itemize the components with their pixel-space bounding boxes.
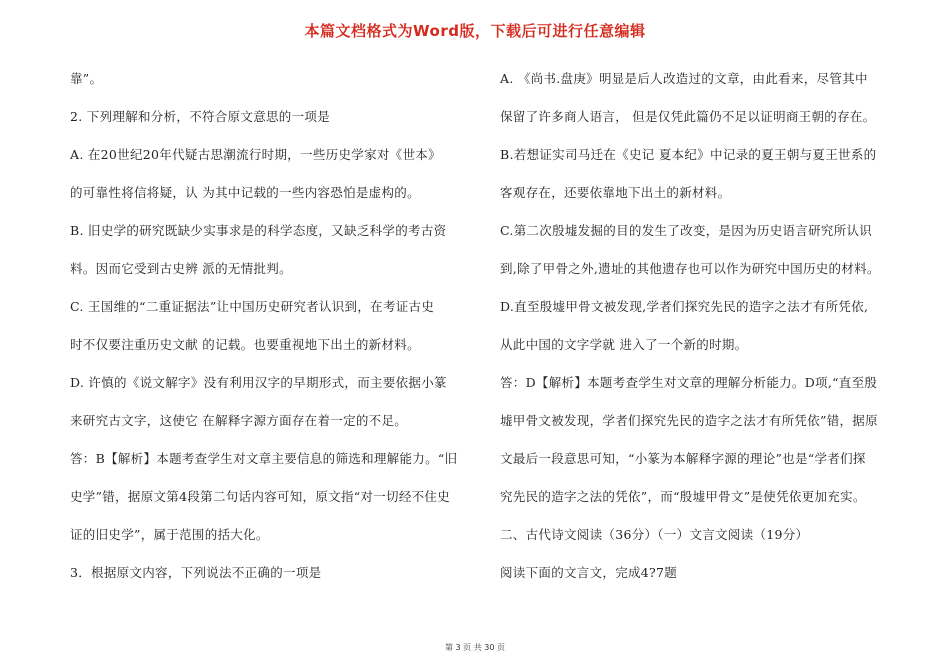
left-column-line: 史学”错，据原文第4段第二句话内容可知，原文指“对一切经不住史 — [70, 489, 451, 504]
left-column-line: 3．根据原文内容，下列说法不正确的一项是 — [70, 565, 322, 580]
right-column-line: 究先民的造字之法的凭依”，而“殷墟甲骨文”是使凭依更加充实。 — [500, 489, 866, 504]
right-column-line: 客观存在，还要依靠地下出土的新材料。 — [500, 185, 731, 200]
left-column-line: 2. 下列理解和分析，不符合原文意思的一项是 — [70, 109, 331, 124]
right-column-line: 从此中国的文字学就 进入了一个新的时期。 — [500, 337, 748, 352]
left-column-line: A. 在20世纪20年代疑古思潮流行时期，一些历史学家对《世本》 — [70, 147, 441, 162]
header-banner: 本篇文档格式为Word版，下载后可进行任意编辑 — [304, 22, 646, 40]
right-column-line: 墟甲骨文被发现，学者们探究先民的造字之法才有所凭依”错，据原 — [500, 413, 878, 428]
left-column-line: 的可靠性将信将疑，认 为其中记载的一些内容恐怕是虚构的。 — [70, 185, 420, 200]
left-column-line: 料。因而它受到古史辨 派的无情批判。 — [70, 261, 292, 276]
right-column-line: 到,除了甲骨之外,遗址的其他遗存也可以作为研究中国历史的材料。 — [500, 261, 880, 276]
right-column-line: 答：D【解析】本题考查学生对文章的理解分析能力。D项,“直至殷 — [500, 375, 878, 390]
left-column-line: 来研究古文字，这使它 在解释字源方面存在着一定的不足。 — [70, 413, 408, 428]
left-column-line: 时不仅要注重历史文献 的记载。也要重视地下出土的新材料。 — [70, 337, 420, 352]
left-column-line: 证的旧史学”，属于范围的括大化。 — [70, 527, 269, 542]
right-column-line: B.若想证实司马迁在《史记 夏本纪》中记录的夏王朝与夏王世系的 — [500, 147, 877, 162]
left-column-line: 靠”。 — [70, 71, 103, 86]
page-footer: 第 3 页 共 30 页 — [445, 643, 505, 652]
left-column-line: D. 许慎的《说文解字》没有利用汉字的早期形式，而主要依据小篆 — [70, 375, 447, 390]
right-column-line: 文最后一段意思可知，“小篆为本解释字源的理论”也是“学者们探 — [500, 451, 866, 466]
right-column-line: 保留了许多商人语言， 但是仅凭此篇仍不足以证明商王朝的存在。 — [500, 109, 876, 124]
left-column-line: B. 旧史学的研究既缺少实事求是的科学态度，又缺乏科学的考古资 — [70, 223, 447, 238]
right-column-line: 阅读下面的文言文，完成4?7题 — [500, 565, 678, 580]
right-column-line: C.第二次殷墟发掘的目的发生了改变，是因为历史语言研究所认识 — [500, 223, 873, 238]
left-column-line: C. 王国维的“二重证据法”让中国历史研究者认识到，在考证古史 — [70, 299, 435, 314]
left-column-line: 答：B【解析】本题考查学生对文章主要信息的筛选和理解能力。“旧 — [70, 451, 458, 466]
right-column-line: 二、古代诗文阅读（36分）（一）文言文阅读（19分） — [500, 527, 809, 542]
left-column — [70, 60, 470, 592]
right-column-line: A. 《尚书.盘庚》明显是后人改造过的文章，由此看来，尽管其中 — [500, 71, 868, 86]
right-column — [500, 60, 895, 592]
right-column-line: D.直至殷墟甲骨文被发现,学者们探究先民的造字之法才有所凭依, — [500, 299, 869, 314]
